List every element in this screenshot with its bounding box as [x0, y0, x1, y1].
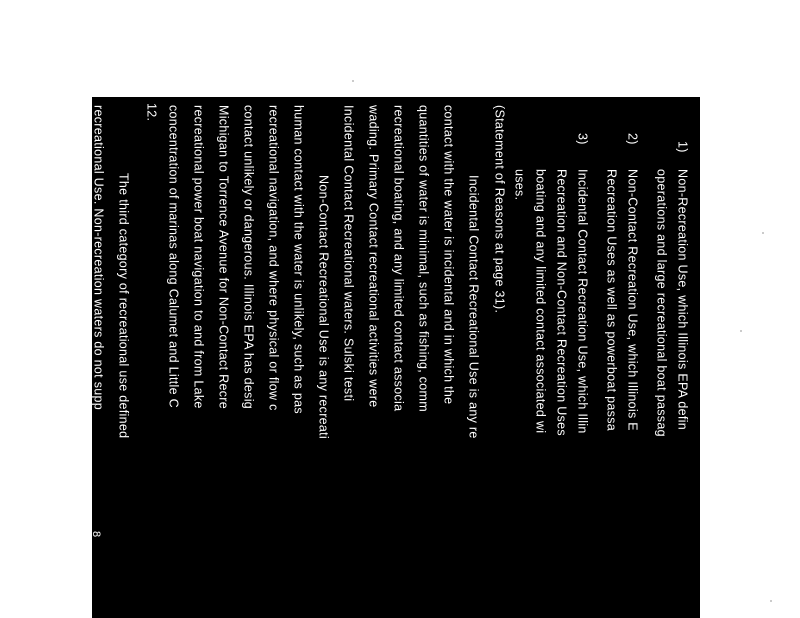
paragraph-2-line-2: human contact with the water is unlikely, such as pas: [291, 105, 306, 414]
paragraph-1-line-6: Incidental Contact Recreational waters. Sulski testi: [341, 105, 356, 402]
page-number: 8: [90, 531, 102, 538]
list-number-2: 2): [625, 133, 640, 145]
list-item-2-line-1: Non-Contact Recreation Use, which Illinois E: [625, 169, 640, 431]
list-number-3: 3): [575, 133, 590, 145]
scan-speck: [352, 80, 354, 82]
paragraph-2-line-1: Non-Contact Recreational Use is any recreati: [316, 175, 331, 440]
paragraph-1-line-4: recreational boating, and any limited contact associa: [391, 105, 406, 412]
list-item-3-line-4: uses.: [512, 169, 527, 201]
list-item-1-line-1: Non-Recreation Use, which Illinois EPA defin: [675, 169, 690, 431]
paragraph-2-line-4: contact unlikely or dangerous. Illinois EPA has desig: [241, 105, 256, 410]
paragraph-1-line-1: Incidental Contact Recreational Use is any re: [466, 175, 481, 439]
paragraph-2-line-6: recreational power boat navigation to and from Lake: [191, 105, 206, 409]
list-item-3-line-2: Recreation and Non-Contact Recreation Uses: [554, 169, 569, 436]
list-item-3-line-3: boating and any limited contact associated wi: [533, 169, 548, 434]
paragraph-1-line-5: wading. Primary Contact recreational activities were: [366, 105, 381, 408]
scan-speck: [762, 232, 764, 234]
paragraph-3-line-2: recreational Use. Non-recreation waters do not supp: [91, 105, 106, 411]
paragraph-3-line-3: contact or non-contact recreation due to physical or: [66, 105, 81, 405]
paragraph-2-line-3: recreational navigation, and where physical or flow c: [266, 105, 281, 411]
scan-speck: [770, 600, 772, 602]
paragraph-2-line-5: Michigan to Torrence Avenue for Non-Contact Recre: [216, 105, 231, 409]
scan-speck: [740, 330, 742, 332]
paragraph-3-line-1: The third category of recreational use defined: [116, 173, 131, 439]
scanned-page: [66, 97, 700, 618]
list-item-2-line-2: Recreation Uses as well as powerboat passa: [604, 169, 619, 432]
citation: (Statement of Reasons at page 31).: [492, 105, 507, 314]
paragraph-1-line-2: contact with the water is incidental and in which the: [441, 105, 456, 405]
list-number-1: 1): [675, 141, 690, 153]
list-item-1-line-2: operations and large recreational boat passag: [654, 169, 669, 437]
paragraph-2-line-7: concentration of marinas along Calumet and Little C: [166, 105, 181, 408]
paragraph-2-line-8: 12.: [144, 103, 159, 122]
paragraph-1-line-3: quantities of water is minimal, such as fishing, comm: [416, 105, 431, 412]
list-item-3-line-1: Incidental Contact Recreation Use, which Illin: [575, 169, 590, 434]
